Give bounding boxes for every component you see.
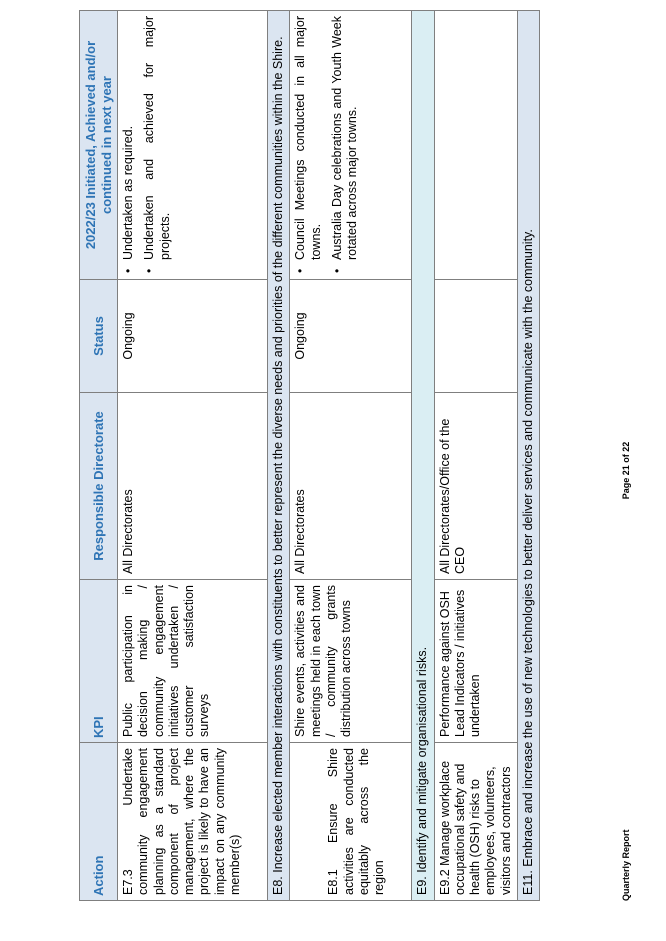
progress-item: • Undertaken as required.: [121, 16, 136, 260]
header-status: Status: [80, 280, 118, 393]
status-cell: Ongoing: [118, 280, 268, 393]
progress-cell: [118, 11, 268, 280]
table-row: [118, 11, 268, 901]
objective-row-e9: [412, 11, 434, 901]
table-row: [434, 11, 517, 901]
header-kpi: KPI: [80, 580, 118, 743]
objective-e11: E11. Embrace and increase the use of new technologies to better deliver services and communicate with the community.: [517, 11, 539, 901]
action-cell: E9.2 Manage workplace occupational safety and health (OSH) risks to employees, volunteers, visitors and contractors: [434, 743, 517, 901]
progress-list: [121, 16, 173, 274]
responsible-cell: All Directorates: [290, 393, 412, 580]
header-responsible: Responsible Directorate: [80, 393, 118, 580]
kpi-cell: Performance against OSH Lead Indicators / initiatives undertaken: [434, 580, 517, 743]
kpi-table: [79, 10, 540, 901]
progress-list: [293, 16, 360, 274]
header-action: Action: [80, 743, 118, 901]
page-number: Page 21 of 22: [621, 441, 631, 500]
action-cell: E7.3 Undertake community engagement planning as a standard component of project management, where the project is likely to have an impact on any community member(s): [118, 743, 268, 901]
responsible-cell: All Directorates/Office of the CEO: [434, 393, 517, 580]
status-cell: Ongoing: [290, 280, 412, 393]
action-cell: E8.1 Ensure Shire activities are conducted equitably across the region: [290, 743, 412, 901]
table-row: [290, 11, 412, 901]
report-footer: Quarterly Report: [621, 829, 631, 901]
header-progress: 2022/23 Initiated, Achieved and/or continued in next year: [80, 11, 118, 280]
kpi-cell: Shire events, activities and meetings held in each town / community grants distribution across towns: [290, 580, 412, 743]
progress-cell: [290, 11, 412, 280]
progress-item: • Undertaken and achieved for major projects.: [142, 16, 173, 260]
objective-row-e11: [517, 11, 539, 901]
responsible-cell: All Directorates: [118, 393, 268, 580]
status-cell: [434, 280, 517, 393]
progress-cell: [434, 11, 517, 280]
kpi-cell: Public participation in decision making / community engagement initiatives undertaken / customer satisfaction surveys: [118, 580, 268, 743]
table-header-row: [80, 11, 118, 901]
objective-e9: E9. Identify and mitigate organisational risks.: [412, 11, 434, 901]
objective-row-e8: [268, 11, 290, 901]
progress-item: • Australia Day celebrations and Youth Week rotated across major towns.: [330, 16, 361, 260]
objective-e8: E8. Increase elected member interactions with constituents to better represent the diverse needs and priorities of the different communities within the Shire.: [268, 11, 290, 901]
progress-item: • Council Meetings conducted in all major towns.: [293, 16, 324, 260]
